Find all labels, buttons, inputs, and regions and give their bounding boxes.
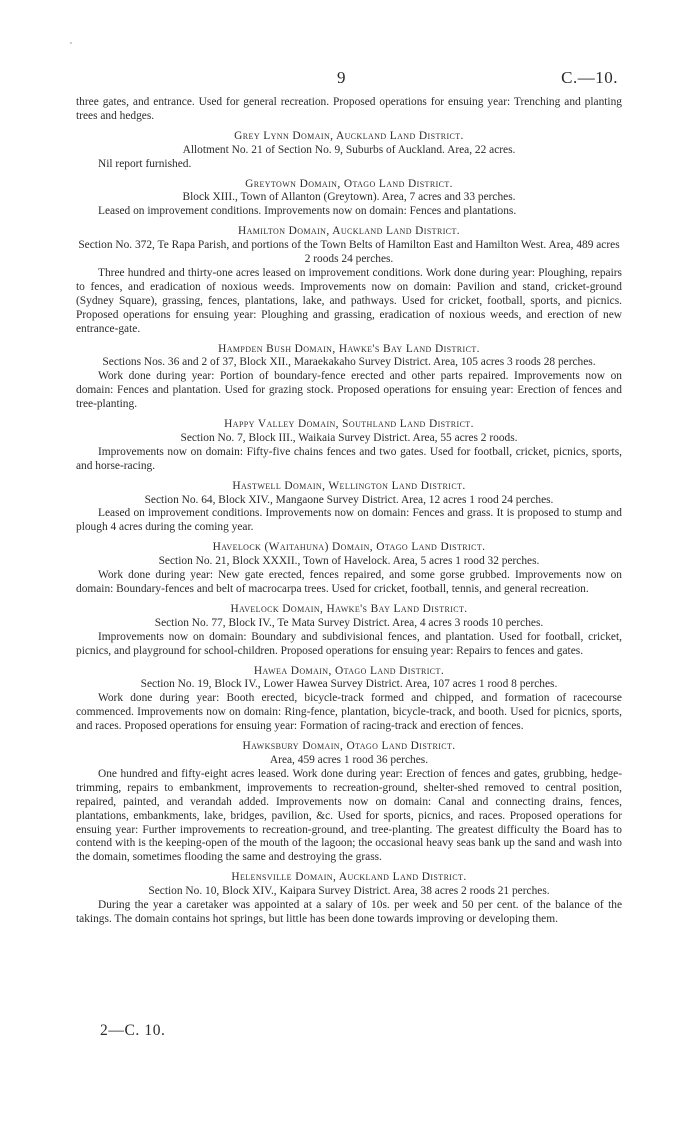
section-heading: Hastwell Domain, Wellington Land District. [232, 479, 466, 492]
section-paragraph: Three hundred and thirty-one acres leased on improvement conditions. Work done during year: Ploughing, repairs to fences, and eradication of noxious weeds. Improvements now on domain: Pavilion and stand, cricket-ground (Sydney Square), grassing, fences, plantations, lake, and pathways. Used for cricket, football, sports, and picnics. Proposed operations for ensuing year: Ploughing and grassing, eradication of noxious weeds, and erection of new entrance-gate. [76, 266, 622, 335]
section-paragraph: Work done during year: Booth erected, bicycle-track formed and chipped, and formation of racecourse commenced. Improvements now on domain: Ring-fence, plantation, bicycle-track, and booth. Used for picnics, sports, and races. Proposed operations for ensuing year: Formation of racing-track and erection of fences. [76, 692, 622, 733]
domain-entry-hampden [76, 343, 622, 413]
domain-entry-hawksbury [76, 740, 622, 865]
domain-entry-hastwell [76, 480, 622, 536]
section-description: Section No. 7, Block III., Waikaia Survey District. Area, 55 acres 2 roods. [180, 431, 518, 444]
section-description: Section No. 10, Block XIV., Kaipara Survey District. Area, 38 acres 2 roods 21 perches. [148, 885, 550, 898]
section-heading: Havelock Domain, Hawke's Bay Land District. [230, 602, 468, 615]
section-paragraph: three gates, and entrance. Used for general recreation. Proposed operations for ensuing year: Trenching and planting trees and hedges. [76, 96, 622, 122]
section-heading: Havelock (Waitahuna) Domain, Otago Land District. [212, 541, 486, 554]
section-heading: Grey Lynn Domain, Auckland Land District. [234, 129, 464, 142]
section-heading: Helensville Domain, Auckland Land District. [231, 871, 467, 884]
domain-entry-happy-valley [76, 418, 622, 474]
domain-entry-helensville [76, 871, 622, 927]
section-description: Section No. 21, Block XXXII., Town of Havelock. Area, 5 acres 1 rood 32 perches. [158, 555, 540, 568]
section-heading: Hawksbury Domain, Otago Land District. [242, 740, 456, 753]
domain-entry-intro [76, 96, 622, 124]
section-heading: Greytown Domain, Otago Land District. [245, 177, 453, 190]
section-paragraph: Improvements now on domain: Fifty-five chains fences and two gates. Used for football, cricket, picnics, sports, and horse-racing. [76, 445, 622, 472]
section-description: Section No. 77, Block IV., Te Mata Survey District. Area, 4 acres 3 roods 10 perches. [154, 616, 544, 629]
domain-entry-hawea [76, 665, 622, 735]
section-description: Block XIII., Town of Allanton (Greytown). Area, 7 acres and 33 perches. [182, 191, 516, 204]
paper-reference: C.—10. [561, 68, 618, 87]
domain-entry-havelock-waitahuna [76, 541, 622, 597]
section-heading: Hamilton Domain, Auckland Land District. [237, 225, 461, 238]
section-heading: Hampden Bush Domain, Hawke's Bay Land District. [218, 342, 480, 355]
section-description: Allotment No. 21 of Section No. 9, Suburbs of Auckland. Area, 22 acres. [182, 143, 516, 156]
page-number: 9 [337, 68, 346, 87]
section-paragraph: Leased on improvement conditions. Improvements now on domain: Fences and plantations. [98, 205, 517, 218]
section-description: Area, 459 acres 1 rood 36 perches. [269, 753, 429, 766]
section-description: Sections Nos. 36 and 2 of 37, Block XII., Maraekakaho Survey District. Area, 105 acres 3 roods 28 perches. [102, 356, 596, 369]
section-description: Section No. 64, Block XIV., Mangaone Survey District. Area, 12 acres 1 rood 24 perches. [144, 493, 554, 506]
section-heading: Hawea Domain, Otago Land District. [253, 664, 445, 677]
section-paragraph: Work done during year: New gate erected, fences repaired, and some gorse grubbed. Improvements now on domain: Boundary-fences and belt of macrocarpa trees. Used for cricket, football, tennis, and general recreation. [76, 569, 622, 595]
sheet-signature: 2—C. 10. [100, 1022, 166, 1039]
section-paragraph: Leased on improvement conditions. Improvements now on domain: Fences and grass. It is proposed to stump and plough 4 acres during the coming year. [76, 507, 622, 534]
domain-entry-havelock-hawkes-bay [76, 603, 622, 659]
section-paragraph: Nil report furnished. [98, 157, 192, 170]
section-heading: Happy Valley Domain, Southland Land District. [224, 418, 474, 431]
section-paragraph: Improvements now on domain: Boundary and subdivisional fences, and plantation. Used for football, cricket, picnics, and playground for school-children. Proposed operations for ensuing year: Repairs to fences and gates. [76, 630, 622, 657]
section-paragraph: Work done during year: Portion of boundary-fence erected and other parts repaired. Improvements now on domain: Fences and plantation. Used for grazing stock. Proposed operations for ensuing year: Erection of fences and tree-planting. [76, 370, 622, 411]
domain-entry-grey-lynn [76, 130, 622, 172]
section-paragraph: During the year a caretaker was appointed at a salary of 10s. per week and 50 per cent. of the balance of the takings. The domain contains hot springs, but little has been done towards improving or developing them. [76, 899, 622, 925]
section-description: Section No. 372, Te Rapa Parish, and portions of the Town Belts of Hamilton East and Hamilton West. Area, 489 acres 2 roods 24 perches. [78, 239, 620, 266]
section-description: Section No. 19, Block IV., Lower Hawea Survey District. Area, 107 acres 1 rood 8 perches. [140, 678, 558, 691]
domain-entry-greytown [76, 178, 622, 220]
section-paragraph: One hundred and fifty-eight acres leased. Work done during year: Erection of fences and gates, grubbing, hedge-trimming, repairs to embankment, improvements to recreation-ground, shelter-shed removed to central position, repaired, painted, and verandah added. Improvements now on domain: Canal and connecting drains, fences, plantations, embankments, lake, bridges, pavilion, &c. Used for sports, picnics, and races. Proposed operations for ensuing year: Further improvements to recreation-ground, and tree-planting. The greatest difficulty the Board has to contend with is the keeping-open of the mouth of the lagoon; the occasional heavy seas bank up the sand and wash into the domain, sometimes flooding the same and destroying the grass. [76, 767, 622, 864]
report-body [76, 96, 622, 927]
margin-speck [70, 42, 72, 44]
domain-entry-hamilton [76, 225, 622, 336]
